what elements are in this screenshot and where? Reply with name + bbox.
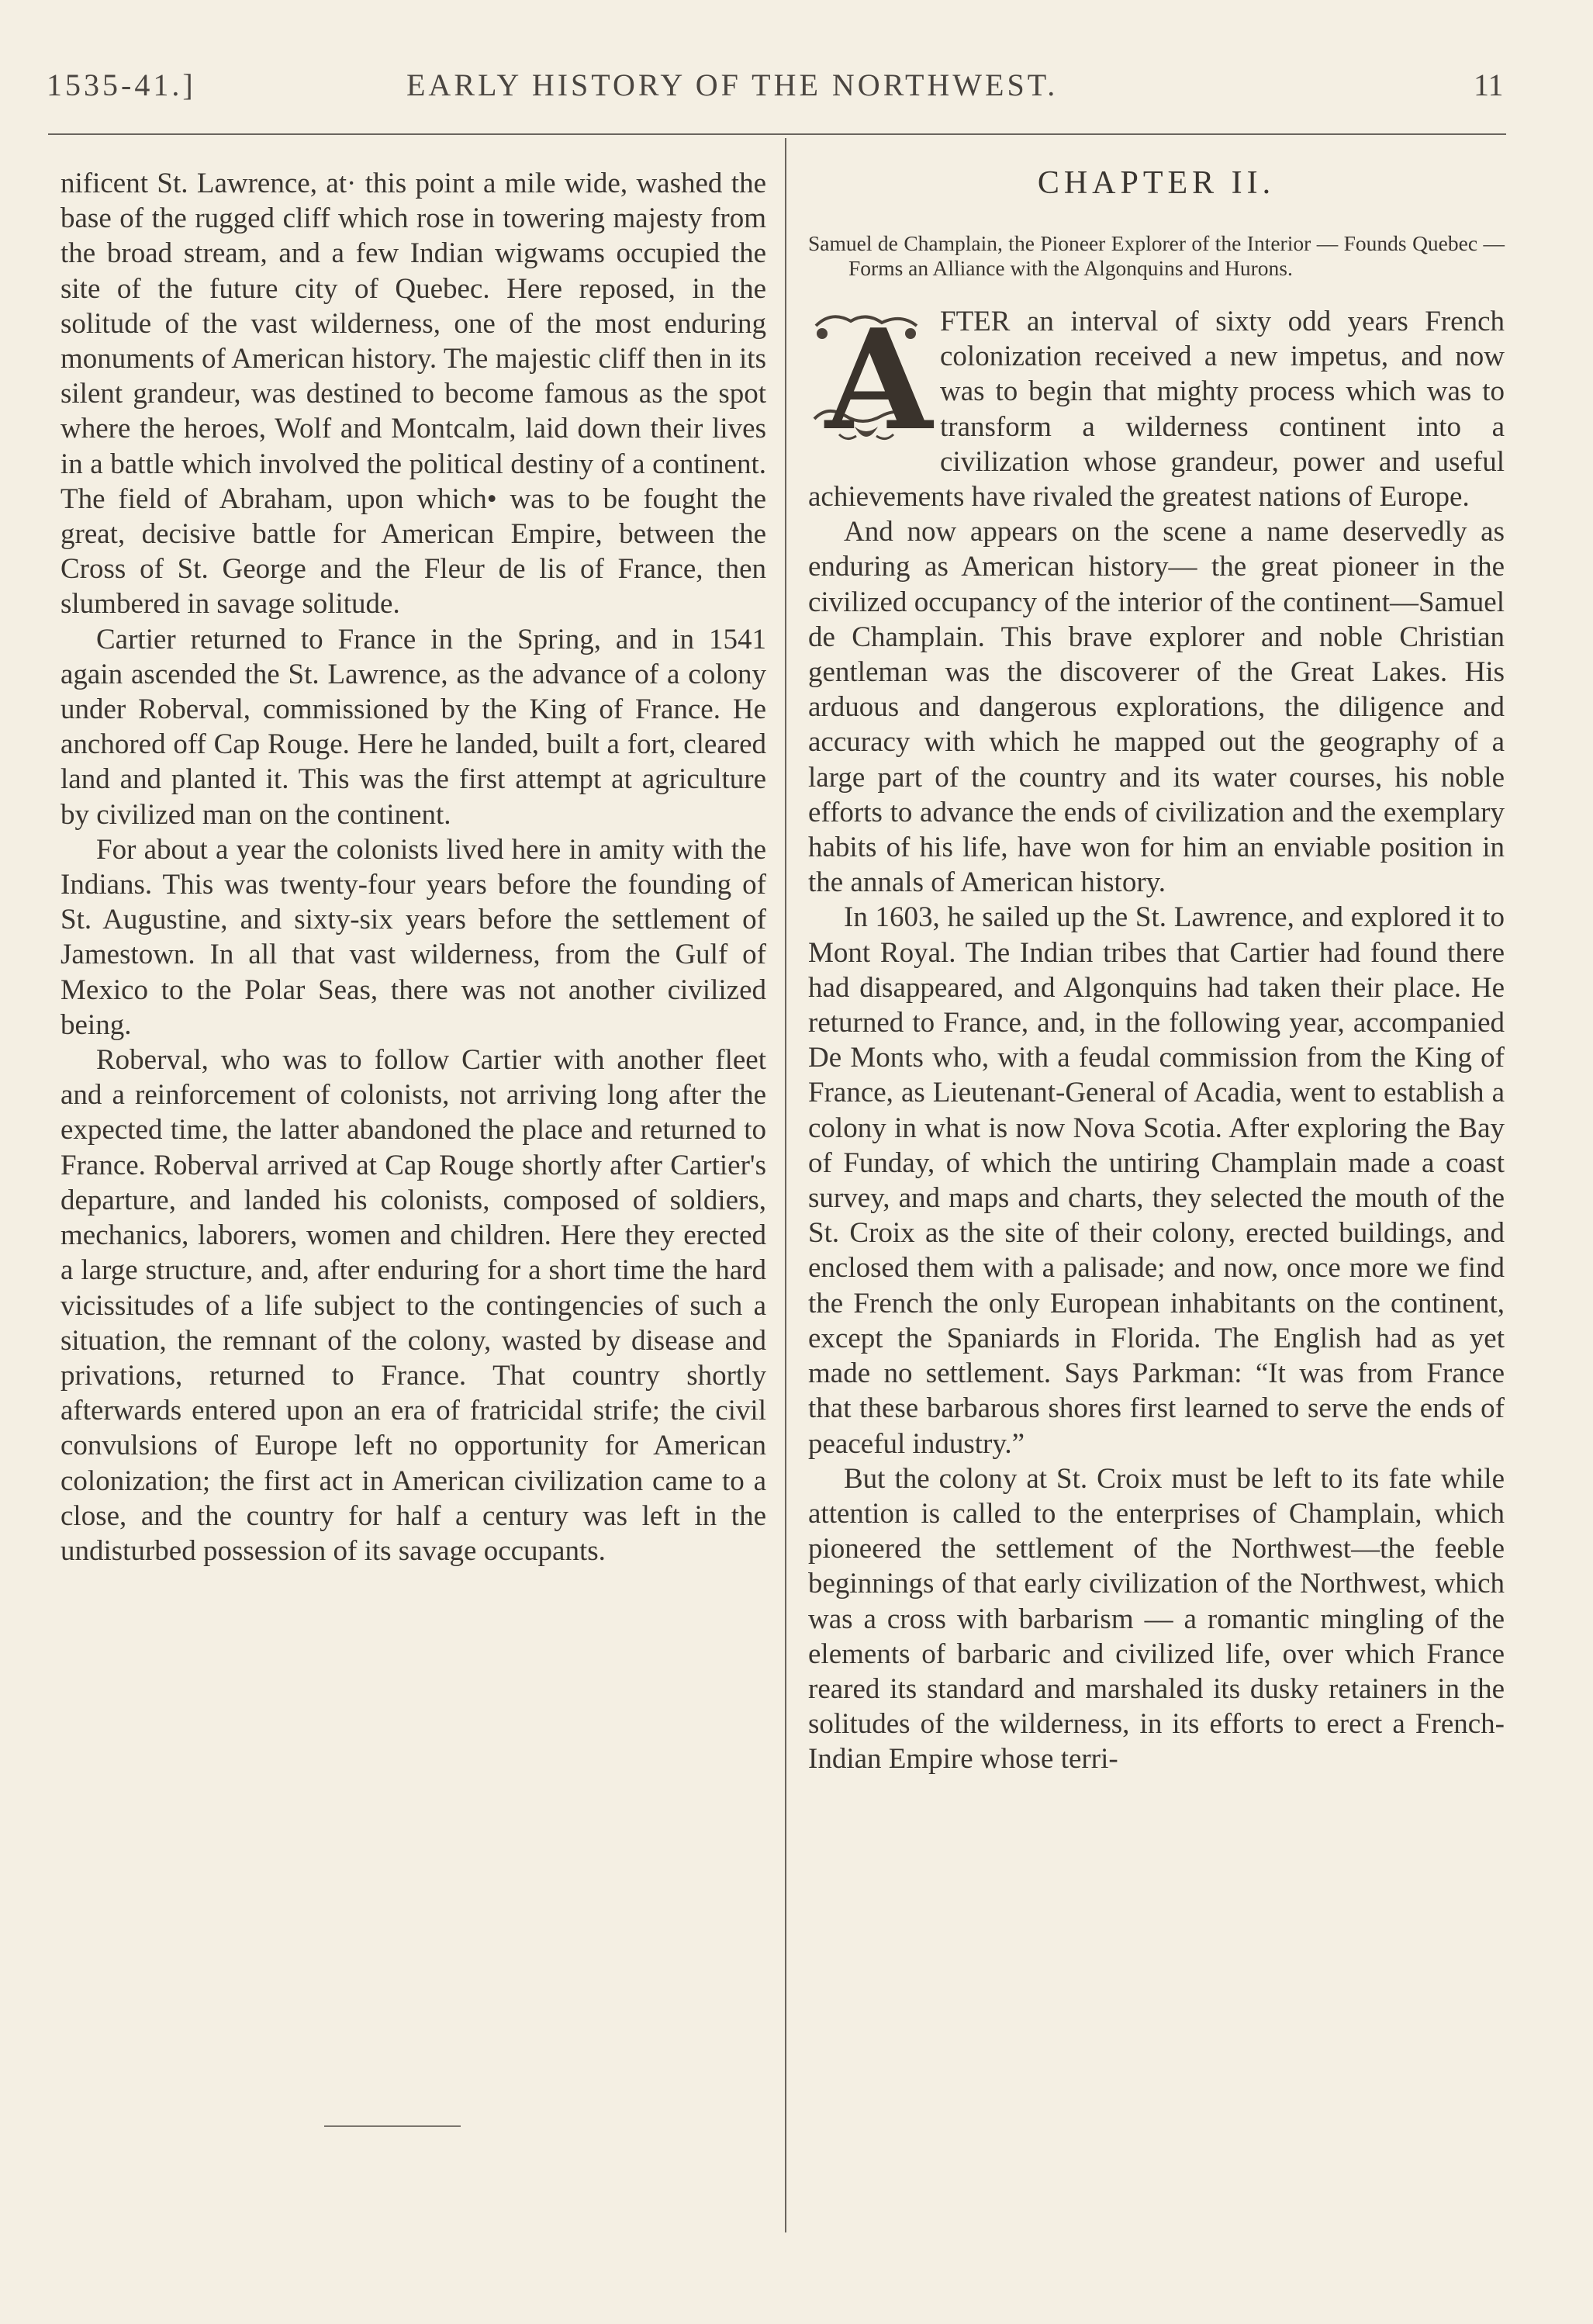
right-paragraph-3: In 1603, he sailed up the St. Lawrence, and explored it to Mont Royal. The Indian tribes that Cartier had found there had disappeared, and Algonquins had taken their place. He returned to France, and, in the following year, accompanied De Monts who, with a feudal commission from the King of France, as Lieutenant-General of Acadia, went to establish a colony in what is now Nova Scotia. After exploring the Bay of Funday, of which the untiring Champlain made a coast survey, and maps and charts, they selected the mouth of the St. Croix as the site of their colony, erected buildings, and enclosed them with a palisade; and now, once more we find the French the only European inhabitants on the continent, except the Spaniards in Florida. The English had as yet made no settlement. Says Parkman: “It was from France that these barbarous shores first learned to serve the ends of peaceful industry.” (808, 901, 1505, 1460)
header-date-range: 1535-41.] (47, 67, 196, 102)
chapter-opening-paragraph (808, 299, 1505, 514)
column-divider (785, 138, 786, 2232)
drop-cap-letter: A (825, 299, 933, 461)
chapter-title: CHAPTER II. (1037, 165, 1276, 201)
left-paragraph-4: Roberval, who was to follow Cartier with another fleet and a reinforcement of colonists, not arriving long after the expected time, the latter abandoned the place and returned to France. Roberval arrived at Cap Rouge shortly after Cartier's departure, and landed his colonists, composed of soldiers, mechanics, laborers, women and children. Here they erected a large structure, and, after enduring for a short time the hard vicissitudes of a life subject to the contingencies of such a situation, the remnant of the colony, wasted by disease and privations, returned to France. That country shortly afterwards entered upon an era of fratricidal strife; the civil convulsions of Europe left no opportunity for American colonization; the first act in American civilization came to a close, and the country for half a century was left in the undisturbed possession of its savage occupants. (60, 1044, 766, 1567)
page-number: 11 (1474, 67, 1504, 102)
running-head (47, 61, 1520, 107)
right-paragraph-2: And now appears on the scene a name deservedly as enduring as American history— the great pioneer in the civilized occupancy of the interior of the continent—Samuel de Champlain. This brave explorer and noble Christian gentleman was the discoverer of the Great Lakes. His arduous and dangerous explorations, the diligence and accuracy with which he mapped out the geography of a large part of the country and its water courses, his noble efforts to advance the ends of civilization and the exemplary habits of his life, have won for him an enviable position in the annals of American history. (808, 516, 1505, 899)
left-paragraph-3: For about a year the colonists lived here in amity with the Indians. This was twenty-four years before the founding of St. Augustine, and sixty-six years before the settlement of Jamestown. In all that vast wilderness, from the Gulf of Mexico to the Polar Seas, there was not another civilized being. (60, 833, 766, 1041)
end-of-column-rule (324, 2125, 461, 2127)
header-rule (48, 133, 1506, 135)
right-paragraph-4: But the colony at St. Croix must be left to its fate while attention is called to the enterprises of Champlain, which pioneered the settlement of the Northwest—the feeble beginnings of that early civilization of the Northwest, which was a cross with barbarism — a romantic mingling of the elements of barbaric and civilized life, over which France reared its standard and marshaled its dusky retainers in the solitudes of the wilderness, in its efforts to erect a French-Indian Empire whose terri- (808, 1462, 1505, 1776)
left-column (60, 166, 766, 1568)
left-paragraph-2: Cartier returned to France in the Spring, and in 1541 again ascended the St. Lawrence, as the advance of a colony under Roberval, commissioned by the King of France. He anchored off Cap Rouge. Here he landed, built a fort, cleared land and planted it. This was the first attempt at agriculture by civilized man on the continent. (60, 623, 766, 831)
left-paragraph-1: nificent St. Lawrence, at· this point a mile wide, washed the base of the rugged cliff which rose in towering majesty from the broad stream, and a few Indian wigwams occupied the site of the future city of Quebec. Here reposed, in the solitude of the vast wilderness, one of the most enduring monuments of American history. The majestic cliff then in its silent grandeur, was destined to become famous as the spot where the heroes, Wolf and Montcalm, laid down their lives in a battle which involved the political destiny of a continent. The field of Abraham, upon which• was to be fought the great, decisive battle for American Empire, between the Cross of St. George and the Fleur de lis of France, then slumbered in savage solitude. (60, 168, 766, 621)
opening-paragraph-text: FTER an interval of sixty odd years French colonization received a new impetus, and now was to begin that mighty process which was to transform a wilderness continent into a civilization whose grandeur, power and useful achievements have rivaled the greatest nations of Europe. (808, 306, 1505, 514)
ornamental-drop-cap (808, 299, 933, 461)
right-column (808, 164, 1505, 1777)
chapter-summary: Samuel de Champlain, the Pioneer Explorer of the Interior — Founds Quebec — Forms an Alliance with the Algonquins and Hurons. (808, 231, 1505, 280)
header-book-title: EARLY HISTORY OF THE NORTHWEST. (406, 67, 1059, 102)
